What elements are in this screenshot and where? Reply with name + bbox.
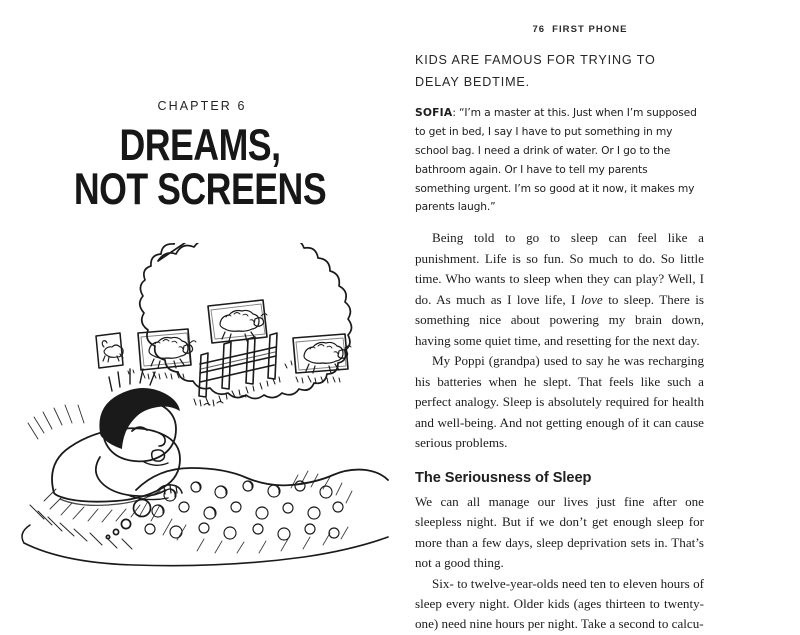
sheep-on-screen — [208, 300, 267, 343]
pull-quote — [415, 104, 704, 217]
sheep-on-screen — [138, 329, 196, 379]
running-head-title: FIRST PHONE — [552, 24, 628, 35]
running-head — [415, 24, 745, 35]
body-paragraph — [415, 228, 704, 351]
body-paragraph: We can all manage our lives just fine after one sleepless night. But if we don’t get enough sleep for more than a few days, sleep deprivation sets in. That’s not a good thing. — [415, 493, 704, 571]
paragraph-text-post: to sleep. There is something nice about powering my brain down, having some quiet time, and resetting for the next day. — [415, 291, 704, 348]
left-page — [0, 0, 400, 602]
quote-text: : “I’m a master at this. Just when I’m supposed to get in bed, I say I have to put something in my school bag. I need a drink of water. Or I go to the bathroom again. Or I have to tell my parents something urgent. I’m so good at it now, it makes my parents laugh.” — [415, 106, 697, 214]
chapter-title-line-1: DREAMS, — [119, 119, 281, 170]
bed-shadow — [30, 505, 132, 549]
sleeping-child — [96, 369, 182, 500]
page-title — [0, 119, 400, 214]
text-column — [415, 50, 704, 635]
wooden-fence — [194, 333, 280, 406]
sheep-on-screen — [96, 333, 123, 368]
paragraph-text-pre: Being told to go to sleep can feel like a punishment. Life is so fun. So much to do. So little time. Who wants to sleep when they can play? Well, I do. As much as I love life, I — [415, 230, 704, 307]
opening-line: KIDS ARE FAMOUS FOR TRYING TO DELAY BEDTIME. — [415, 53, 656, 89]
section-subheading: The Seriousness of Sleep — [415, 469, 592, 486]
right-page — [400, 0, 800, 632]
quote-speaker: SOFIA — [415, 106, 453, 120]
patterned-blanket — [139, 471, 352, 553]
page-number: 76 — [532, 24, 546, 35]
chapter-label: CHAPTER 6 — [157, 99, 247, 113]
chapter-heading-block — [0, 99, 400, 214]
sheep-on-screen — [293, 334, 351, 383]
body-paragraph: Six- to twelve-year-olds need ten to eleven hours of sleep every night. Older kids (ages thirteen to twenty-one) need nine hours per night. Take a second to calcu- — [415, 575, 704, 632]
chapter-title-line-2: NOT SCREENS — [73, 163, 327, 214]
chapter-illustration — [8, 243, 404, 593]
emphasized-word: love — [580, 291, 603, 307]
body-paragraph: My Poppi (grandpa) used to say he was recharging his batteries when he slept. That feels like such a perfect analogy. Sleep is absolutely required for health and well-being. And not getting enough of it can cause serious problems. — [415, 353, 704, 451]
